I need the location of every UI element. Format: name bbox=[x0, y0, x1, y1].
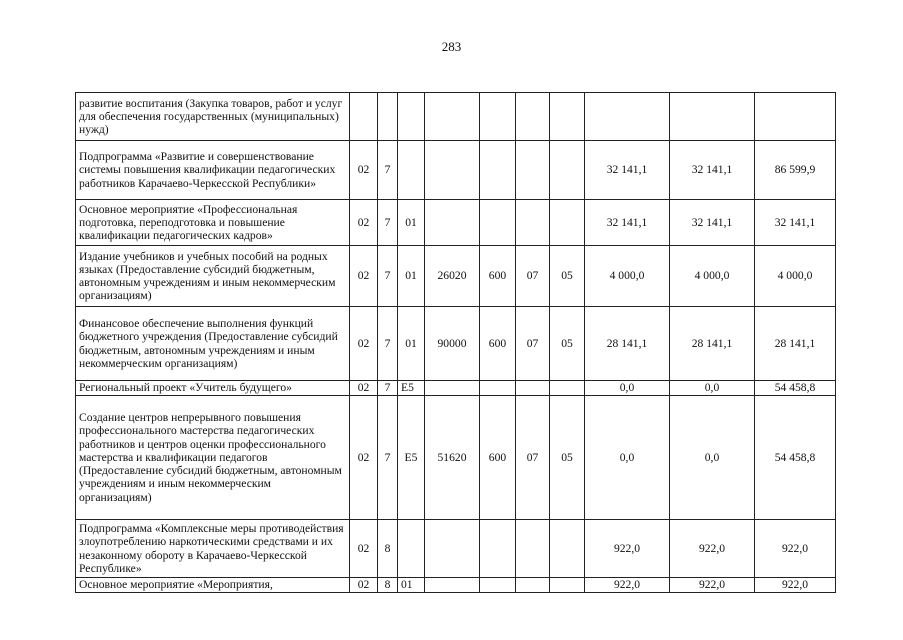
cell-value-1: 32 141,1 bbox=[585, 141, 670, 200]
cell-code-c: E5 bbox=[398, 396, 425, 520]
cell-code-f bbox=[516, 520, 550, 578]
cell-code-d bbox=[425, 520, 480, 578]
cell-code-f: 07 bbox=[516, 307, 550, 381]
cell-code-c bbox=[398, 520, 425, 578]
cell-code-d bbox=[425, 93, 480, 141]
cell-value-3: 54 458,8 bbox=[755, 396, 836, 520]
cell-code-a bbox=[350, 93, 378, 141]
budget-table bbox=[75, 92, 836, 593]
cell-value-2: 28 141,1 bbox=[670, 307, 755, 381]
cell-code-g: 05 bbox=[550, 396, 585, 520]
page-number: 283 bbox=[441, 39, 462, 54]
table-row bbox=[76, 246, 836, 307]
cell-code-f bbox=[516, 93, 550, 141]
cell-value-2: 32 141,1 bbox=[670, 200, 755, 246]
row-name: Региональный проект «Учитель будущего» bbox=[76, 381, 350, 396]
cell-code-b: 7 bbox=[378, 246, 398, 307]
cell-code-f bbox=[516, 200, 550, 246]
cell-code-e bbox=[480, 578, 516, 593]
cell-value-2 bbox=[670, 93, 755, 141]
row-name: Основное мероприятие «Мероприятия, bbox=[76, 578, 350, 593]
cell-code-b: 7 bbox=[378, 381, 398, 396]
cell-code-c: 01 bbox=[398, 307, 425, 381]
cell-value-1: 922,0 bbox=[585, 520, 670, 578]
cell-code-g bbox=[550, 200, 585, 246]
cell-value-1: 0,0 bbox=[585, 381, 670, 396]
table-row bbox=[76, 307, 836, 381]
cell-code-b: 7 bbox=[378, 141, 398, 200]
cell-code-e: 600 bbox=[480, 396, 516, 520]
cell-code-e bbox=[480, 93, 516, 141]
cell-code-f bbox=[516, 381, 550, 396]
cell-code-c bbox=[398, 93, 425, 141]
cell-code-f bbox=[516, 141, 550, 200]
cell-value-3: 4 000,0 bbox=[755, 246, 836, 307]
cell-code-e bbox=[480, 520, 516, 578]
cell-value-3: 86 599,9 bbox=[755, 141, 836, 200]
cell-code-a: 02 bbox=[350, 307, 378, 381]
cell-code-c: 01 bbox=[398, 200, 425, 246]
cell-value-3 bbox=[755, 93, 836, 141]
table-row bbox=[76, 381, 836, 396]
table-row bbox=[76, 93, 836, 141]
row-name: развитие воспитания (Закупка товаров, работ и услуг для обеспечения государственных (муниципальных) нужд) bbox=[76, 93, 350, 141]
cell-code-a: 02 bbox=[350, 520, 378, 578]
cell-value-1: 0,0 bbox=[585, 396, 670, 520]
cell-code-g bbox=[550, 93, 585, 141]
cell-value-3: 922,0 bbox=[755, 578, 836, 593]
cell-code-f: 07 bbox=[516, 396, 550, 520]
cell-code-a: 02 bbox=[350, 200, 378, 246]
cell-value-2: 32 141,1 bbox=[670, 141, 755, 200]
cell-value-3: 28 141,1 bbox=[755, 307, 836, 381]
cell-code-d bbox=[425, 141, 480, 200]
cell-code-a: 02 bbox=[350, 578, 378, 593]
cell-value-3: 32 141,1 bbox=[755, 200, 836, 246]
cell-code-b bbox=[378, 93, 398, 141]
cell-code-a: 02 bbox=[350, 381, 378, 396]
cell-value-3: 922,0 bbox=[755, 520, 836, 578]
row-name: Издание учебников и учебных пособий на родных языках (Предоставление субсидий бюджетным, автономным учреждениям и иным некоммерческим организациям) bbox=[76, 246, 350, 307]
cell-value-1 bbox=[585, 93, 670, 141]
cell-code-c: 01 bbox=[398, 246, 425, 307]
cell-value-3: 54 458,8 bbox=[755, 381, 836, 396]
cell-value-1: 32 141,1 bbox=[585, 200, 670, 246]
cell-code-d: 51620 bbox=[425, 396, 480, 520]
cell-value-2: 0,0 bbox=[670, 396, 755, 520]
cell-code-f bbox=[516, 578, 550, 593]
cell-code-e: 600 bbox=[480, 307, 516, 381]
cell-code-e bbox=[480, 200, 516, 246]
cell-code-b: 7 bbox=[378, 307, 398, 381]
cell-code-d: 90000 bbox=[425, 307, 480, 381]
cell-code-c: 01 bbox=[398, 578, 425, 593]
cell-code-e: 600 bbox=[480, 246, 516, 307]
cell-code-c bbox=[398, 141, 425, 200]
cell-value-2: 4 000,0 bbox=[670, 246, 755, 307]
cell-code-e bbox=[480, 381, 516, 396]
table-row bbox=[76, 141, 836, 200]
cell-code-g: 05 bbox=[550, 246, 585, 307]
cell-value-2: 922,0 bbox=[670, 520, 755, 578]
cell-code-e bbox=[480, 141, 516, 200]
table-row bbox=[76, 520, 836, 578]
row-name: Основное мероприятие «Профессиональная подготовка, переподготовка и повышение квалификации педагогических кадров» bbox=[76, 200, 350, 246]
cell-code-b: 7 bbox=[378, 200, 398, 246]
row-name: Подпрограмма «Комплексные меры противодействия злоупотреблению наркотическими средствами и их незаконному обороту в Карачаево-Черкесской Республике» bbox=[76, 520, 350, 578]
cell-code-a: 02 bbox=[350, 141, 378, 200]
cell-value-2: 0,0 bbox=[670, 381, 755, 396]
cell-code-g bbox=[550, 520, 585, 578]
cell-code-g bbox=[550, 381, 585, 396]
cell-value-1: 922,0 bbox=[585, 578, 670, 593]
cell-code-a: 02 bbox=[350, 246, 378, 307]
row-name: Финансовое обеспечение выполнения функций бюджетного учреждения (Предоставление субсидий бюджетным, автономным учреждениям и иным некоммерческим организациям) bbox=[76, 307, 350, 381]
cell-code-b: 8 bbox=[378, 578, 398, 593]
cell-code-a: 02 bbox=[350, 396, 378, 520]
cell-value-1: 4 000,0 bbox=[585, 246, 670, 307]
row-name: Создание центров непрерывного повышения профессионального мастерства педагогических работников и центров оценки профессионального мастерства и квалификации педагогов (Предоставление субсидий бюджетным, автономным учреждениям и иным некоммерческим организациям) bbox=[76, 396, 350, 520]
cell-code-d: 26020 bbox=[425, 246, 480, 307]
row-name: Подпрограмма «Развитие и совершенствование системы повышения квалификации педагогических работников Карачаево-Черкесской Республики» bbox=[76, 141, 350, 200]
cell-value-2: 922,0 bbox=[670, 578, 755, 593]
cell-code-f: 07 bbox=[516, 246, 550, 307]
cell-code-b: 7 bbox=[378, 396, 398, 520]
cell-code-d bbox=[425, 200, 480, 246]
cell-code-d bbox=[425, 578, 480, 593]
cell-code-c: E5 bbox=[398, 381, 425, 396]
cell-code-d bbox=[425, 381, 480, 396]
table-row bbox=[76, 578, 836, 593]
cell-value-1: 28 141,1 bbox=[585, 307, 670, 381]
cell-code-g: 05 bbox=[550, 307, 585, 381]
cell-code-b: 8 bbox=[378, 520, 398, 578]
table-row bbox=[76, 396, 836, 520]
table-row bbox=[76, 200, 836, 246]
cell-code-g bbox=[550, 141, 585, 200]
cell-code-g bbox=[550, 578, 585, 593]
